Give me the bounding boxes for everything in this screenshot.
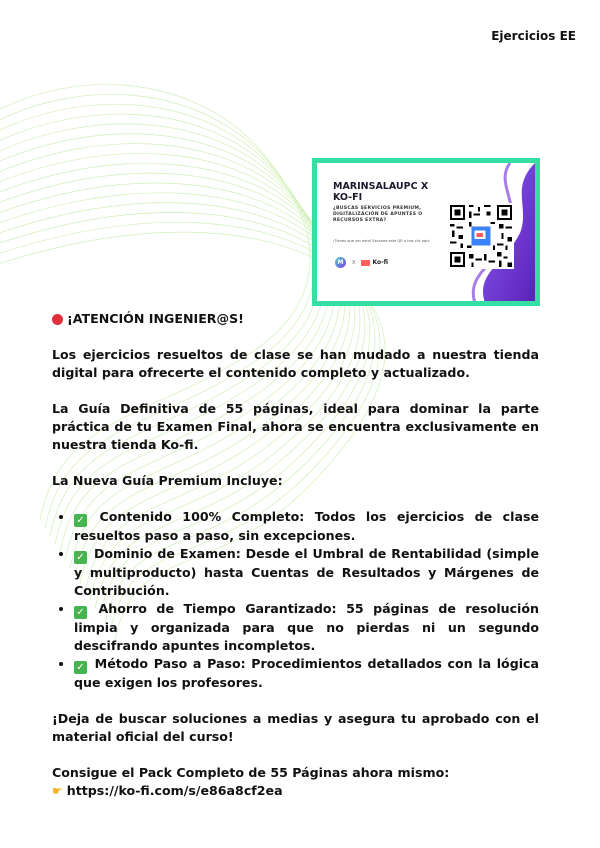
promo-logos [335,257,388,268]
check-mark-icon: ✓ [74,551,87,564]
logo-separator: X [352,259,356,266]
promo-subtitle: ¿BUSCAS SERVICIOS PREMIUM, DIGITALIZACIÓN DE APUNTES O RECURSOS EXTRA? [333,206,423,223]
kofi-promo-card[interactable] [312,158,540,306]
cta-paragraph: ¡Deja de buscar soluciones a medias y asegura tu aprobado con el material oficial del curso! [52,711,539,744]
qr-code[interactable] [448,203,514,269]
promo-small-text: ¡Tienes que ver esto! Escanea este QR o haz clic aquí [333,239,430,243]
promo-title: MARINSALAUPC X KO-FI [333,181,429,203]
feature-list [52,508,539,692]
kofi-label: Ko-fi [372,259,389,266]
pack-paragraph: Consigue el Pack Completo de 55 Páginas ahora mismo: [52,765,450,780]
pointing-hand-icon: ☛ [52,784,63,798]
attention-text: ¡ATENCIÓN INGENIER@S! [67,311,244,326]
feature-text: Dominio de Examen: Desde el Umbral de Rentabilidad (simple y multiproducto) hasta Cuentas de Resultados y Márgenes de Contribución. [74,546,539,598]
feature-text: Método Paso a Paso: Procedimientos detallados con la lógica que exigen los profesores. [74,656,539,690]
feature-text: Contenido 100% Completo: Todos los ejercicios de clase resueltos paso a paso, sin excepciones. [74,509,539,543]
check-mark-icon: ✓ [74,606,87,619]
qr-code-icon [450,205,512,267]
kofi-cup-icon [361,260,370,266]
check-mark-icon: ✓ [74,661,87,674]
marinsala-logo: M [335,257,346,268]
list-item [74,508,539,545]
kofi-logo [361,259,388,266]
check-mark-icon: ✓ [74,514,87,527]
list-item [74,655,539,692]
page-header-title: Ejercicios EE [491,29,576,43]
kofi-link-line[interactable] [52,782,539,800]
kofi-link[interactable]: https://ko-fi.com/s/e86a8cf2ea [66,783,283,798]
feature-text: Ahorro de Tiempo Garantizado: 55 páginas de resolución limpia y organizada para que no pierdas ni un segundo descifrando apuntes incompletos. [74,601,539,653]
guide-paragraph: La Guía Definitiva de 55 páginas, ideal para dominar la parte práctica de tu Examen Final, ahora se encuentra exclusivamente en nuestra tienda Ko-fi. [52,401,539,452]
red-circle-icon [52,314,63,325]
list-item [74,545,539,600]
main-content [52,310,539,800]
includes-heading: La Nueva Guía Premium Incluye: [52,473,283,488]
list-item [74,600,539,655]
attention-heading [52,310,539,328]
intro-paragraph: Los ejercicios resueltos de clase se han mudado a nuestra tienda digital para ofrecerte el contenido completo y actualizado. [52,347,539,380]
